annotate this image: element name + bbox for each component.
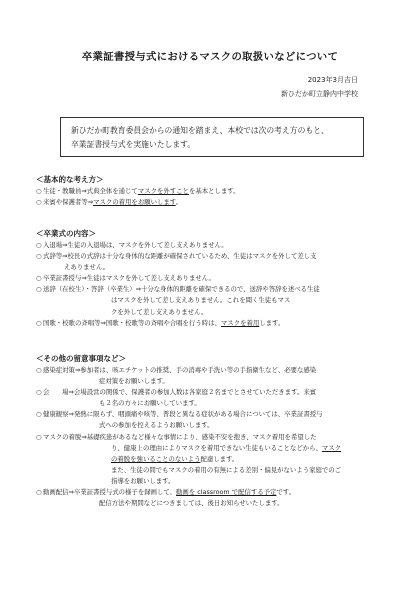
bullet: ○ [36,388,42,397]
ceremony-item-text: 卒業証書授与⇒生徒はマスクを外して差し支えありません。 [43,274,215,283]
notice-box [60,117,364,157]
other-item-emphasis: マスク [321,443,342,452]
other-item-line [43,443,386,454]
ceremony-item [36,251,386,273]
other-item [36,487,386,509]
basic-section [36,174,386,208]
other-item-text: 健康観察⇒発熱に限らず、咽頭痛や咳等、普段と異なる症状がある場合については、卒業証書授与 [43,410,323,419]
ceremony-item-emphasis: マスクを着用 [220,318,260,327]
basic-item [36,186,386,197]
other-item-text: り、健康上の理由によりマスクを着用できない生徒もいることなどから、 [111,443,322,452]
bullet: ○ [36,241,42,249]
ceremony-item-text: 送辞（在校生）・答辞（卒業生）⇒十分な身体的距離を確保できるので、送辞や答辞を述べる生徒 [43,285,320,294]
bullet: ○ [36,198,42,207]
basic-item-text: 来賓や保護者等⇒ [43,198,94,207]
other-item-text: 式への参加を控えるようお願いします。 [99,421,214,430]
bullet: ○ [36,488,42,497]
basic-item-text: を基本とします。 [188,187,240,195]
bullet: ○ [36,274,42,283]
document-title: 卒業証書授与式におけるマスクの取扱いなどについて [81,51,339,63]
other-item [36,409,386,431]
other-item-line [43,454,386,465]
bullet: ○ [36,432,42,441]
bullet: ○ [36,318,42,327]
basic-item-text: 。 [175,198,183,207]
ceremony-item [36,318,386,329]
basic-heading: ＜基本的な考え方＞ [36,175,104,184]
other-item-text: 指導をお願いします。 [111,476,175,485]
other-item-emphasis: の着脱を強いることのないよう [111,454,201,463]
ceremony-item [36,240,386,251]
ceremony-item-text: 入退場⇒生徒の入退場は、マスクを外して差し支えありません。 [43,241,228,249]
notice-line-2: 卒業証書授与式を実施いたします。 [71,140,196,149]
other-item-text: 会 場⇒会場設営の関係で、保護者の参加人数は各家庭２名までとさせていただきます。来賓 [43,388,317,397]
other-item-text: また、生徒の間でもマスクの着用の有無による差別・偏見がないよう家庭でのご [111,465,342,474]
other-item-text: 感染症対策⇒参加者は、咳エチケットの推奨、手の消毒や手洗い等の手指衛生など、必要な感染 [43,366,317,374]
other-item-text: マスクの着脱⇒基礎疾患があるなど様々な事情により、感染不安を抱き、マスク着用を希望した [43,432,317,441]
other-item-text: 症対策をお願いします。 [99,377,169,386]
other-item-emphasis: 動画を classroom で配信する予定 [176,488,277,497]
ceremony-item-text: します。 [259,318,285,327]
other-section [36,353,386,509]
bullet: ○ [36,366,42,374]
bullet: ○ [36,187,42,195]
school-name: 新ひだか町立静内中学校 [281,90,358,98]
other-item-text: 配慮します。 [200,454,239,463]
basic-item [36,197,386,208]
other-item [36,387,386,409]
other-heading: ＜その他の留意事項など＞ [36,354,126,363]
ceremony-item [36,273,386,284]
ceremony-item [36,284,386,317]
ceremony-heading: ＜卒業式の内容＞ [36,229,96,238]
other-item-text: です。 [276,488,296,497]
other-item-text: 配信方法や期間などにつきましては、後日お知らせいたします。 [99,499,284,508]
ceremony-item-text: 式辞等⇒校長の式辞は十分な身体的な距離が確保されているため、生徒はマスクを外して差し支 [43,252,317,261]
other-item [36,432,386,487]
ceremony-item-text: クを外して差し支えありません。 [111,307,208,316]
other-item-text: も２名の方々にお願いしています。 [99,399,201,408]
ceremony-item-text: はマスクを外して差し支えありません。これを聞く生徒もマス [111,296,291,305]
notice-line-1: 新ひだか町教育委員会からの通知を踏まえ、本校では次の考え方のもと、 [71,126,329,135]
other-item [36,365,386,387]
ceremony-item-text: えありません。 [64,263,110,272]
document-date: 2023年3月吉日 [307,76,358,84]
basic-item-emphasis: マスクを外すこと [137,187,189,195]
bullet: ○ [36,252,42,261]
other-item-line [43,487,386,498]
ceremony-section [36,228,386,329]
ceremony-item-text: 国歌・校歌の斉唱等⇒国歌・校歌等の斉唱や合唱を行う時は、 [43,318,221,327]
other-item-text: 動画配信⇒卒業証書授与式の様子を録画して、 [43,488,177,497]
bullet: ○ [36,410,42,419]
bullet: ○ [36,285,42,294]
basic-item-text: 生徒・教職員⇒式典全体を通じて [43,187,138,195]
basic-item-emphasis: マスクの着用をお願いします [93,198,176,207]
